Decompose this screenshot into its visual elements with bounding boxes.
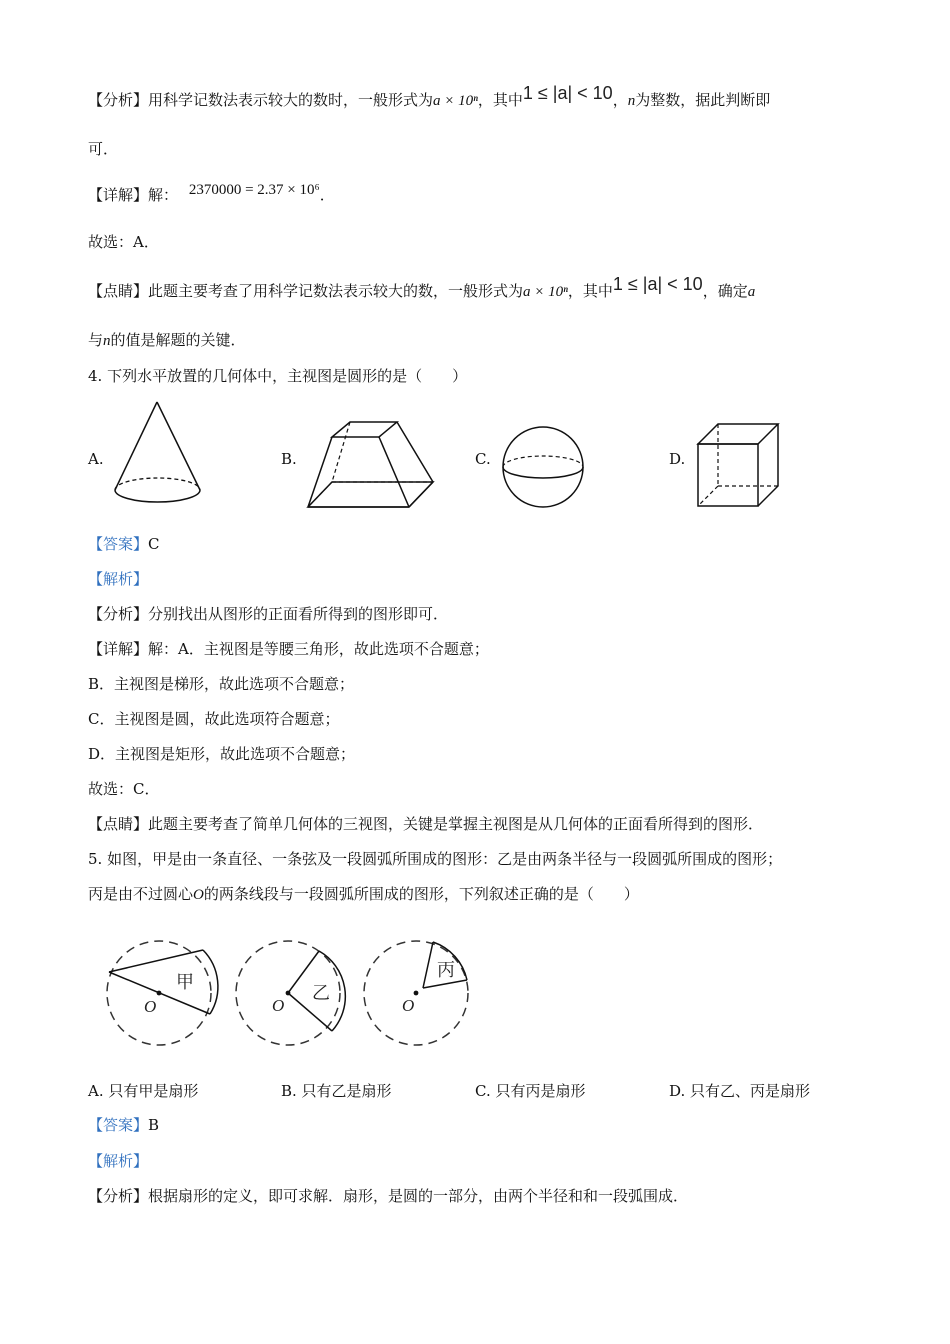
sphere-icon	[501, 425, 587, 511]
q4-answer-tag: 【答案】	[88, 535, 149, 553]
q5-option-c: C. 只有丙是扇形	[475, 1082, 586, 1100]
q5-stem-line1: 5. 如图，甲是由一条直径、一条弦及一段圆弧所围成的图形：乙是由两条半径与一段圆弧所围成的图形；	[88, 850, 783, 868]
q4-detail-a	[88, 638, 489, 660]
figure-bing-center: O	[402, 996, 415, 1015]
cube-icon	[696, 422, 782, 508]
q5-option-d: D. 只有乙、丙是扇形	[669, 1082, 811, 1100]
q4-detail-a-text: 解：A．主视图是等腰三角形，故此选项不合题意；	[148, 640, 489, 658]
q5-answer-tag: 【答案】	[88, 1116, 149, 1134]
figure-yi-center: O	[272, 996, 285, 1015]
q5-option-a: A. 只有甲是扇形	[88, 1082, 199, 1100]
cone-icon	[112, 400, 204, 510]
analysis1-line2: 可．	[88, 140, 119, 158]
q5-analysis-text: 根据扇形的定义，即可求解．扇形，是圆的一部分，由两个半径和和一段弧围成．	[148, 1187, 689, 1205]
q5-analysis-tag: 【分析】	[88, 1187, 149, 1205]
analysis1-line1	[88, 83, 771, 112]
q5-answer	[88, 1114, 159, 1136]
q5-analysis-heading: 【解析】	[88, 1152, 149, 1170]
comment1-line1	[88, 274, 756, 303]
comment1-text-d: 与	[88, 331, 104, 349]
q4-answer	[88, 533, 160, 555]
comment1-text-e: 的值是解题的关键．	[110, 331, 246, 349]
figure-jia-label: 甲	[176, 972, 194, 993]
detail1-line	[88, 184, 335, 207]
detail1-end: ．	[319, 186, 335, 204]
q4-analysis-text: 分别找出从图形的正面看所得到的图形即可．	[148, 605, 449, 623]
comment1-n-var: n	[103, 333, 111, 349]
comment1-line2	[88, 329, 246, 352]
figure-jia	[104, 931, 218, 1057]
q4-detail-tag: 【详解】	[88, 640, 149, 658]
analysis1-n-var: n	[627, 93, 636, 109]
analysis1-text-b: ，其中	[477, 91, 523, 109]
analysis1-tag: 【分析】	[88, 91, 149, 109]
q5-stem-line2	[88, 883, 639, 906]
q4-option-c-label: C.	[475, 450, 491, 468]
comment1-a-var: a	[747, 284, 756, 300]
q5-option-b: B. 只有乙是扇形	[281, 1082, 392, 1100]
detail1-text: 解：	[148, 186, 179, 204]
detail1-tag: 【详解】	[88, 186, 149, 204]
comment1-formula: a × 10ⁿ	[523, 284, 568, 300]
q4-option-d-label: D.	[669, 450, 686, 468]
analysis1-formula: a × 10ⁿ	[433, 93, 478, 109]
q5-analysis	[88, 1185, 688, 1207]
q4-stem: 4. 下列水平放置的几何体中，主视图是圆形的是（ ）	[88, 367, 468, 385]
q4-analysis	[88, 603, 448, 625]
q4-detail-d: D．主视图是矩形，故此选项不合题意；	[88, 745, 356, 763]
figure-bing-label: 丙	[437, 960, 455, 981]
q5-stem-b1: 丙是由不过圆心	[88, 885, 194, 903]
q4-option-a-label: A.	[88, 450, 104, 468]
q4-analysis-tag: 【分析】	[88, 605, 149, 623]
analysis1-inequality: 1 ≤ |a| < 10	[522, 83, 613, 103]
q4-comment-text: 此题主要考查了简单几何体的三视图，关键是掌握主视图是从几何体的正面看所得到的图形．	[148, 815, 764, 833]
q4-comment-tag: 【点睛】	[88, 815, 149, 833]
analysis1-text-a: 用科学记数法表示较大的数时，一般形式为	[148, 91, 434, 109]
choice1: 故选：A．	[88, 233, 159, 251]
detail1-equation: 2370000 = 2.37 × 10⁶	[188, 182, 320, 198]
q5-stem-b2: 的两条线段与一段圆弧所围成的图形，下列叙述正确的是（ ）	[203, 885, 639, 903]
analysis1-text-c: ，	[612, 91, 628, 109]
figure-bing	[361, 931, 475, 1057]
figure-yi	[233, 931, 347, 1057]
comment1-text-c: ，确定	[702, 282, 748, 300]
comment1-tag: 【点睛】	[88, 282, 149, 300]
comment1-inequality: 1 ≤ |a| < 10	[612, 274, 703, 294]
figure-yi-label: 乙	[312, 983, 330, 1004]
q4-option-b-label: B.	[281, 450, 297, 468]
q4-detail-c: C．主视图是圆，故此选项符合题意；	[88, 710, 340, 728]
figure-jia-center: O	[144, 997, 157, 1016]
q4-answer-value: C	[148, 535, 160, 553]
q4-detail-b: B．主视图是梯形，故此选项不合题意；	[88, 675, 355, 693]
q4-choice: 故选：C．	[88, 780, 160, 798]
q4-analysis-heading: 【解析】	[88, 570, 149, 588]
comment1-text-b: ，其中	[567, 282, 613, 300]
q5-answer-value: B	[148, 1116, 160, 1134]
q5-o-var: O	[193, 887, 204, 903]
frustum-icon	[306, 420, 436, 510]
comment1-text-a: 此题主要考查了用科学记数法表示较大的数，一般形式为	[148, 282, 524, 300]
q4-comment	[88, 813, 763, 835]
analysis1-text-d: 为整数，据此判断即	[635, 91, 771, 109]
